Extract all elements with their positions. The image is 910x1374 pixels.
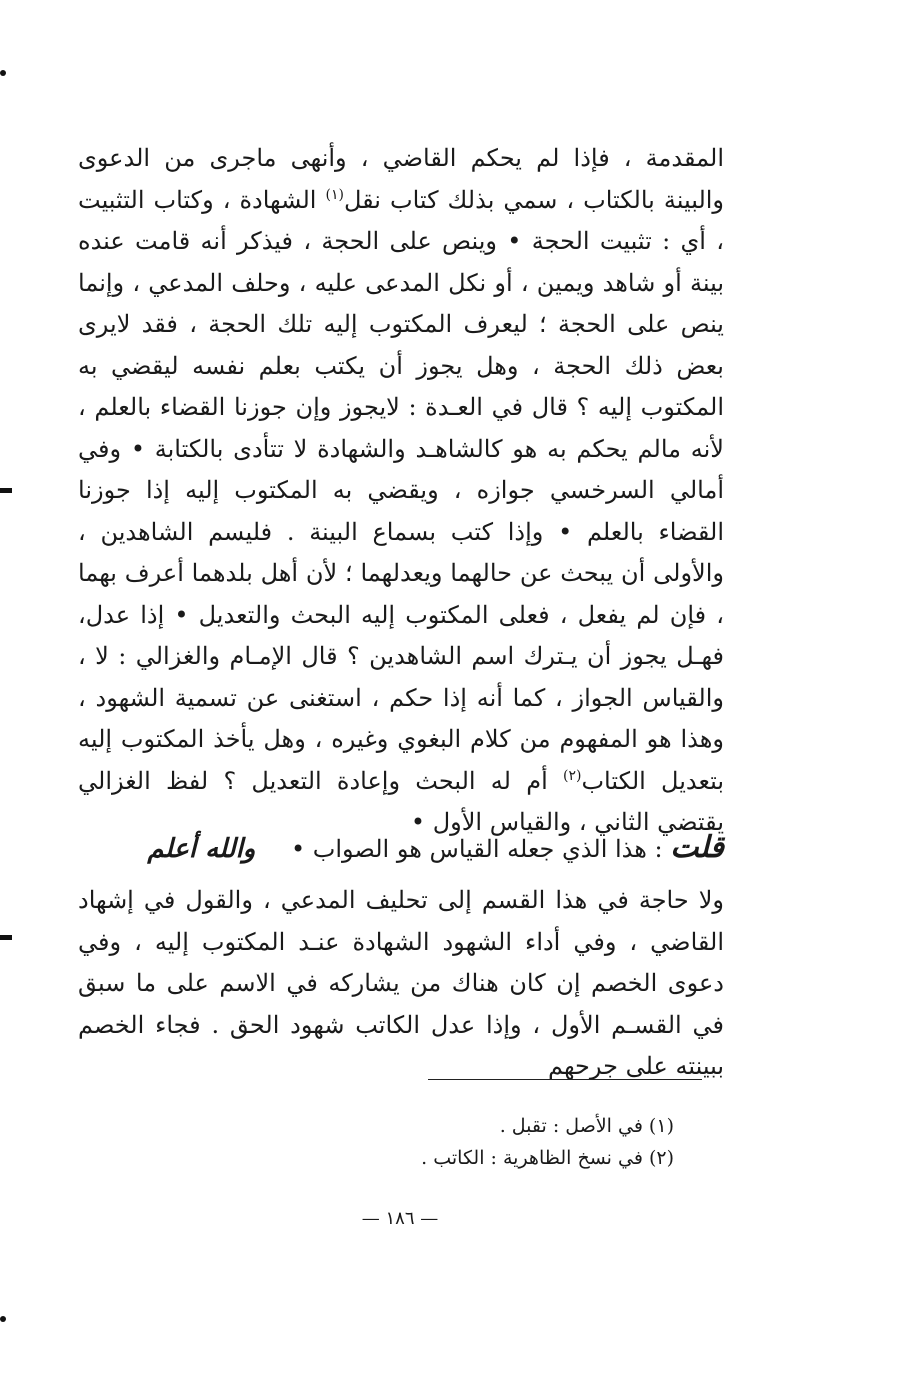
footnote-1: (١) في الأصل : تقبل . bbox=[499, 1115, 674, 1137]
qultu-heading: قلت bbox=[670, 830, 724, 865]
paragraph-text: الشهادة ، وكتاب التثبيت ، أي : تثبيت الحجة • وينص على الحجة ، فيذكر أنه قامت عنده بينة أو شاهد ويمين ، أو نكل المدعى عليه ، وحلف المدعي ، وإنما ينص على الحجة ؛ ليعرف المكتوب إليه تلك الحجة ، فقد لايرى بعض ذلك الحجة ، وهل يجوز أن يكتب بعلم نفسه ليقضي به المكتوب إليه ؟ قال في العـدة : لايجوز وإن جوزنا القضاء بالعلم ، لأنه مالم يحكم به هو كالشاهـد والشهادة لا تتأدى بالكتابة • وفي أمالي السرخسي جوازه ، ويقضي به المكتوب إليه إذا جوزنا القضاء بالعلم • وإذا كتب بسماع البينة . فليسم الشاهدين ، والأولى أن يبحث عن حالهما ويعدلهما ؛ لأن أهل بلدهما أعرف بهما ، فإن لم يفعل ، فعلى المكتوب إليه البحث والتعديل • إذا عدل، فهـل يجوز أن يـترك اسم الشاهدين ؟ قال الإمـام والغزالي : لا ، والقياس الجواز ، كما أنه إذا حكم ، استغنى عن تسمية الشهود ، وهذا هو المفهوم من كلام البغوي وغيره ، وهل يأخذ المكتوب إليه بتعديل الكتاب bbox=[78, 185, 724, 795]
footnotes bbox=[300, 1110, 674, 1174]
second-paragraph bbox=[78, 880, 724, 1088]
footnote-divider bbox=[428, 1079, 702, 1080]
scan-edge-mark bbox=[0, 1316, 6, 1322]
scan-edge-mark bbox=[0, 488, 12, 493]
footnote-reference-1: (١) bbox=[325, 186, 344, 203]
scan-edge-mark bbox=[0, 935, 12, 940]
qultu-comment-line bbox=[147, 826, 724, 871]
footnote-2: (٢) في نسخ الظاهرية : الكاتب . bbox=[421, 1147, 674, 1169]
qultu-text: : هذا الذي جعله القياس هو الصواب • bbox=[283, 835, 671, 863]
paragraph-text: أم له البحث وإعادة التعديل ؟ لفظ الغزالي يقتضي الثاني ، والقياس الأول • bbox=[78, 766, 724, 836]
main-paragraph bbox=[78, 138, 724, 844]
footnote-reference-2: (٢) bbox=[562, 767, 582, 784]
scan-edge-mark bbox=[0, 70, 6, 76]
paragraph-text: ولا حاجة في هذا القسم إلى تحليف المدعي ، والقول في إشهاد القاضي ، وفي أداء الشهود الشهادة عنـد المكتوب إليه ، وفي دعوى الخصم إن كان هناك من يشاركه في الاسم على ما سبق في القسـم الأول ، وإذا عدل الكاتب شهود الحق . فجاء الخصم ببينته على جرحهم bbox=[78, 886, 725, 1080]
qultu-closing-formula: والله أعلم bbox=[147, 834, 256, 864]
page-number: — ١٨٦ — bbox=[361, 1208, 439, 1229]
paragraph-text: المقدمة ، فإذا لم يحكم القاضي ، وأنهى ماجرى من الدعوى والبينة بالكتاب ، سمي بذلك كتاب نقل bbox=[78, 144, 725, 214]
